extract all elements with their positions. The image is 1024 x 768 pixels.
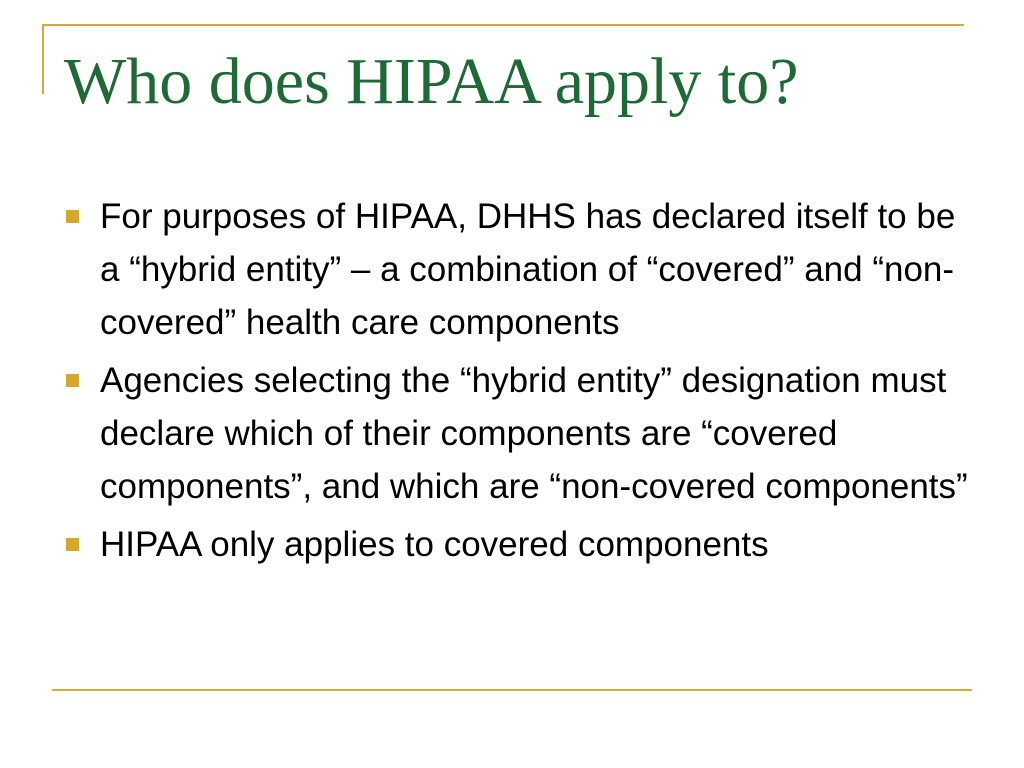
- bullet-text: HIPAA only applies to covered components: [100, 525, 769, 564]
- top-frame-line: [42, 24, 964, 26]
- square-bullet-icon: [66, 538, 79, 551]
- bullet-item: [64, 190, 974, 349]
- bullet-list: [64, 190, 974, 576]
- left-frame-line: [42, 24, 44, 94]
- bottom-frame-line: [52, 689, 972, 691]
- bullet-text: Agencies selecting the “hybrid entity” designation must declare which of their components are “covered components”, and which are “non-covered components”: [100, 361, 968, 506]
- slide-title: Who does HIPAA apply to?: [64, 45, 799, 118]
- square-bullet-icon: [66, 210, 79, 223]
- bullet-item: [64, 518, 974, 571]
- square-bullet-icon: [66, 374, 79, 387]
- bullet-item: [64, 354, 974, 513]
- bullet-text: For purposes of HIPAA, DHHS has declared itself to be a “hybrid entity” – a combination of “covered” and “non-covered” health care components: [100, 197, 956, 342]
